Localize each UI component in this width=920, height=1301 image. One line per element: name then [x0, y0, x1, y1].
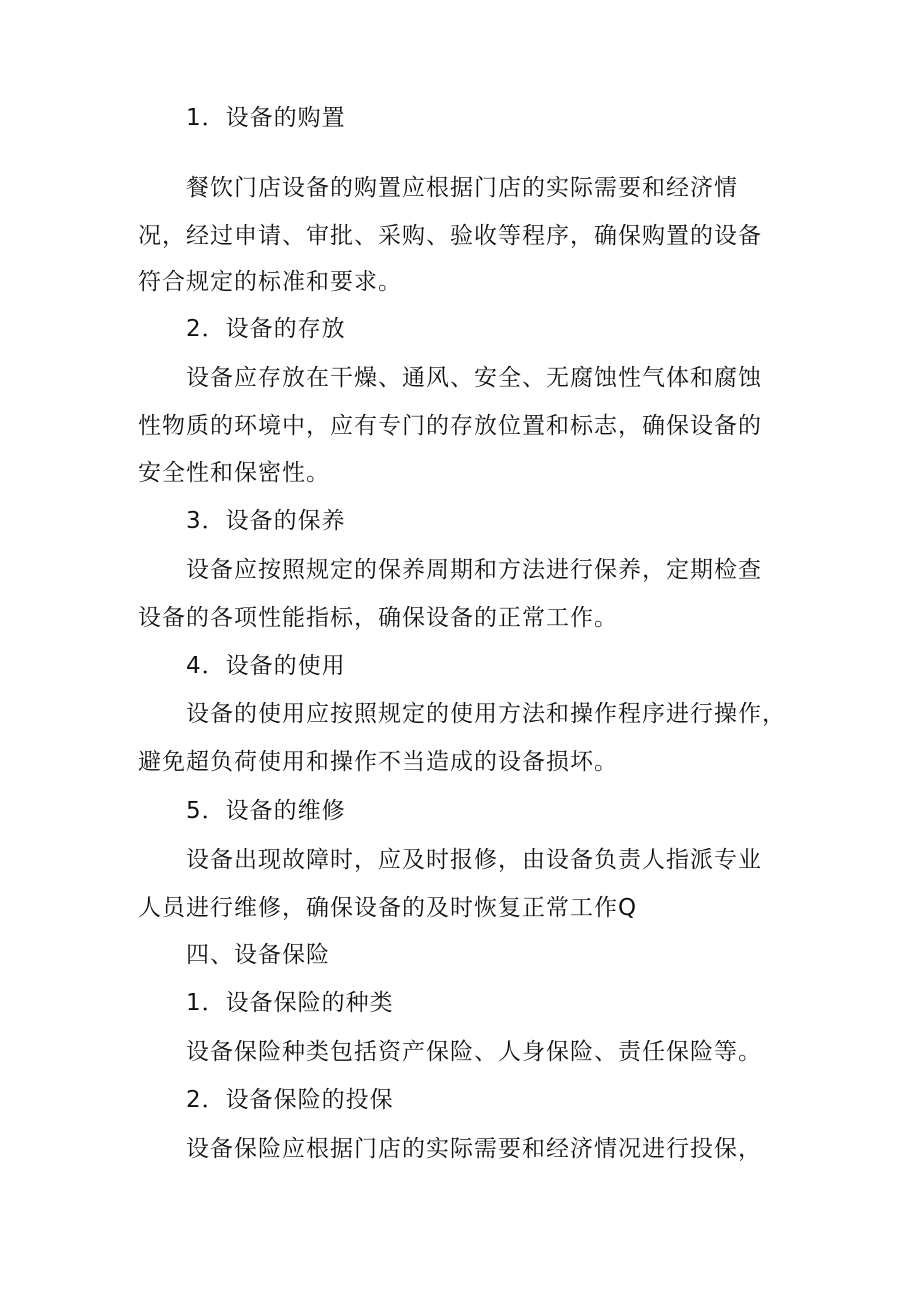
section-heading: 1．设备的购置	[186, 105, 346, 131]
paragraph-line: 设备保险种类包括资产保险、人身保险、责任保险等。	[186, 1039, 762, 1065]
paragraph-line: 设备的使用应按照规定的使用方法和操作程序进行操作，	[186, 701, 786, 727]
paragraph-line: 设备出现故障时，应及时报修，由设备负责人指派专业	[186, 847, 762, 873]
paragraph-line: 人员进行维修，确保设备的及时恢复正常工作Q	[138, 895, 638, 921]
section-heading: 5．设备的维修	[186, 798, 346, 824]
section-heading: 3．设备的保养	[186, 508, 346, 534]
paragraph-line: 况，经过申请、审批、采购、验收等程序，确保购置的设备	[138, 223, 762, 249]
paragraph-line: 安全性和保密性。	[138, 460, 330, 486]
paragraph-line: 性物质的环境中，应有专门的存放位置和标志，确保设备的	[138, 413, 762, 439]
chapter-heading: 四、设备保险	[186, 942, 330, 968]
paragraph-line: 设备的各项性能指标，确保设备的正常工作。	[138, 605, 618, 631]
section-heading: 2．设备保险的投保	[186, 1087, 394, 1113]
section-heading: 4．设备的使用	[186, 653, 346, 679]
paragraph-line: 避免超负荷使用和操作不当造成的设备损坏。	[138, 749, 618, 775]
paragraph-line: 设备保险应根据门店的实际需要和经济情况进行投保，	[186, 1136, 762, 1162]
paragraph-line: 符合规定的标准和要求。	[138, 269, 402, 295]
section-heading: 2．设备的存放	[186, 316, 346, 342]
paragraph-line: 设备应按照规定的保养周期和方法进行保养，定期检查	[186, 557, 762, 583]
section-heading: 1．设备保险的种类	[186, 990, 394, 1016]
paragraph-line: 餐饮门店设备的购置应根据门店的实际需要和经济情	[186, 175, 738, 201]
paragraph-line: 设备应存放在干燥、通风、安全、无腐蚀性气体和腐蚀	[186, 365, 762, 391]
